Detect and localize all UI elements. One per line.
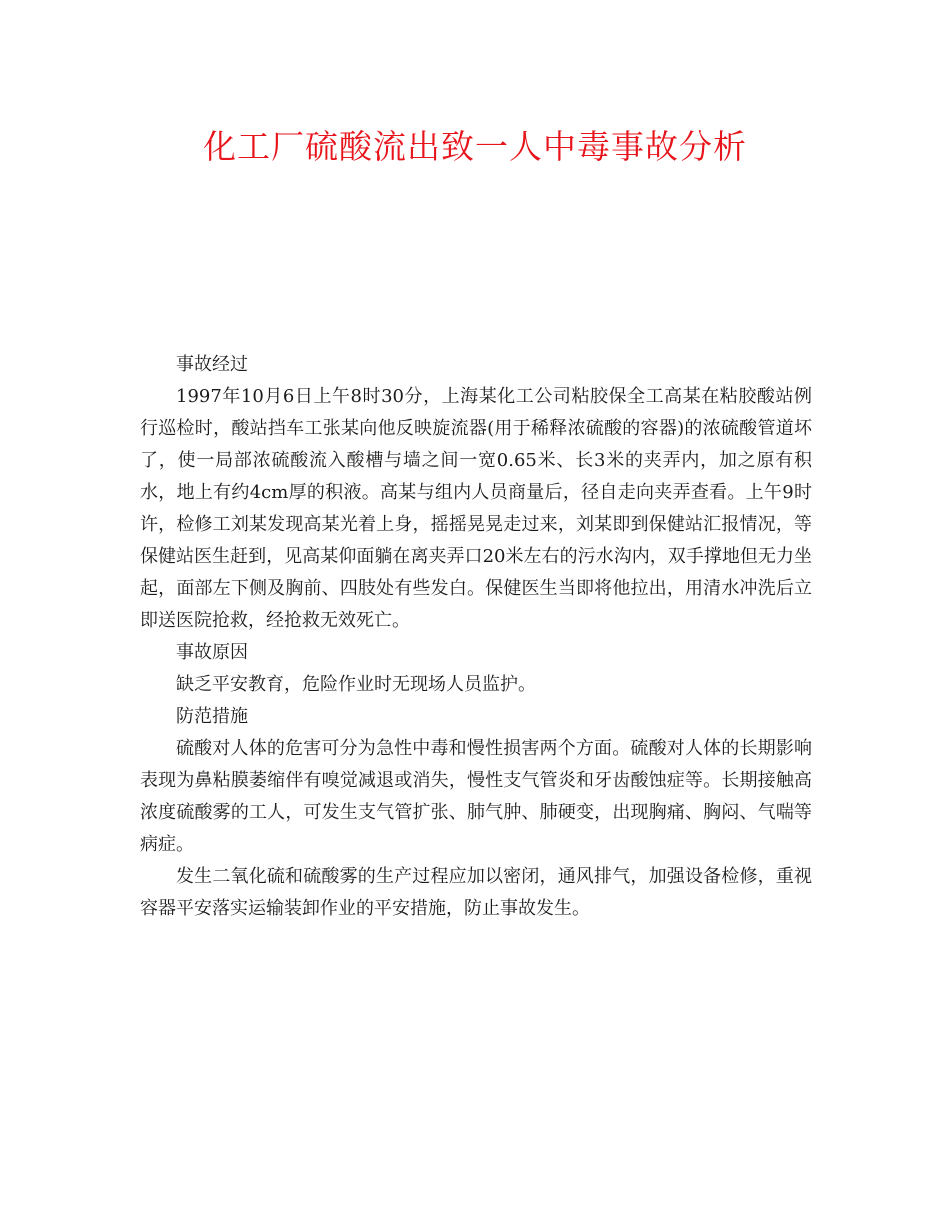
paragraph-prevention-measures: 发生二氧化硫和硫酸雾的生产过程应加以密闭，通风排气，加强设备检修，重视容器平安落实运输装卸作业的平安措施，防止事故发生。 (140, 866, 812, 919)
paragraph-accident-cause: 缺乏平安教育，危险作业时无现场人员监护。 (176, 674, 536, 695)
section-heading-accident-cause: 事故原因 (176, 642, 248, 663)
section-heading-prevention: 防范措施 (176, 706, 248, 727)
document-title: 化工厂硫酸流出致一人中毒事故分析 (203, 127, 747, 166)
paragraph-accident-process: 1997年10月6日上午8时30分，上海某化工公司粘胶保全工高某在粘胶酸站例行巡检时，酸站挡车工张某向他反映旋流器(用于稀释浓硫酸的容器)的浓硫酸管道坏了，使一局部浓硫酸流入酸槽与墙之间一宽0.65米、长3米的夹弄内，加之原有积水，地上有约4cm厚的积液。高某与组内人员商量后，径自走向夹弄查看。上午9时许，检修工刘某发现高某光着上身，摇摇晃晃走过来，刘某即到保健站汇报情况，等保健站医生赶到，见高某仰面躺在离夹弄口20米左右的污水沟内，双手撑地但无力坐起，面部左下侧及胸前、四肢处有些发白。保健医生当即将他拉出，用清水冲洗后立即送医院抢救，经抢救无效死亡。 (140, 386, 812, 631)
document-body (140, 349, 812, 925)
paragraph-prevention-harm: 硫酸对人体的危害可分为急性中毒和慢性损害两个方面。硫酸对人体的长期影响表现为鼻粘膜萎缩伴有嗅觉减退或消失，慢性支气管炎和牙齿酸蚀症等。长期接触高浓度硫酸雾的工人，可发生支气管扩张、肺气肿、肺硬变，出现胸痛、胸闷、气喘等病症。 (140, 738, 812, 855)
section-heading-accident-process: 事故经过 (176, 354, 248, 375)
